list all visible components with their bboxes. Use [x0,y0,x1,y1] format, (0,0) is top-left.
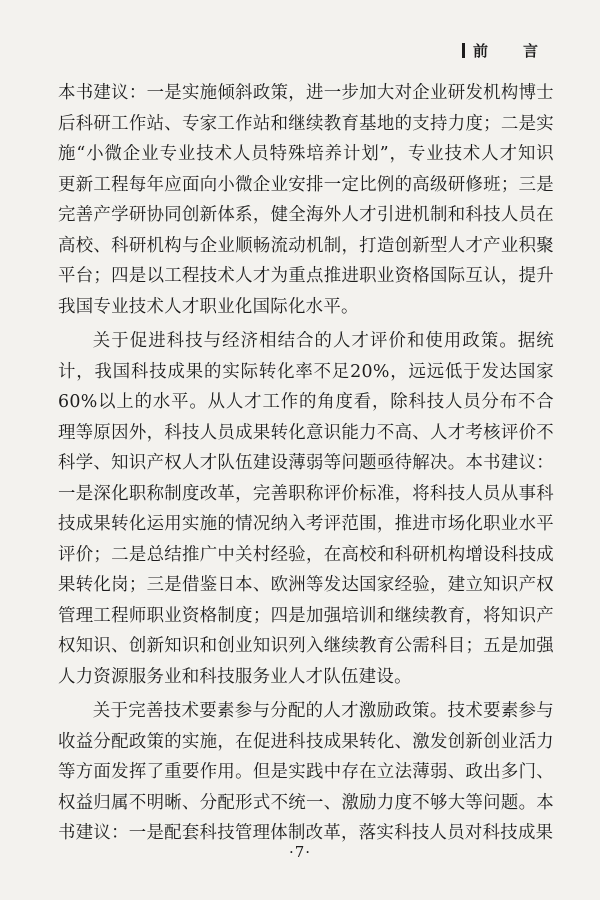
page-number: ·7· [288,843,312,861]
paragraph-continued: 本书建议：一是实施倾斜政策，进一步加大对企业研发机构博士后科研工作站、专家工作站和继续教育基地的支持力度；二是实施“小微企业专业技术人员特殊培养计划”，专业技术人才知识更新工程每年应面向小微企业安排一定比例的高级研修班；三是完善产学研协同创新体系，健全海外人才引进机制和科技人员在高校、科研机构与企业顺畅流动机制，打造创新型人才产业积聚平台；四是以工程技术人才为重点推进职业资格国际互认，提升我国专业技术人才职业化国际化水平。 [58,83,554,317]
header-rule-mark [462,43,465,58]
chapter-title: 前 言 [472,42,548,60]
paragraph-evaluation-policy: 关于促进科技与经济相结合的人才评价和使用政策。据统计，我国科技成果的实际转化率不足20%，远远低于发达国家60%以上的水平。从人才工作的角度看，除科技人员分布不合理等原因外，科技人员成果转化意识能力不高、人才考核评价不科学、知识产权人才队伍建设薄弱等问题亟待解决。本书建议：一是深化职称制度改革，完善职称评价标准，将科技人员从事科技成果转化运用实施的情况纳入考评范围，推进市场化职业水平评价；二是总结推广中关村经验，在高校和科研机构增设科技成果转化岗；三是借鉴日本、欧洲等发达国家经验，建立知识产权管理工程师职业资格制度；四是加强培训和继续教育，将知识产权知识、创新知识和创业知识列入继续教育公需科目；五是加强人力资源服务业和科技服务业人才队伍建设。 [58,331,554,687]
body-text [58,78,554,853]
paragraph-incentive-policy: 关于完善技术要素参与分配的人才激励政策。技术要素参与收益分配政策的实施，在促进科技成果转化、激发创新创业活力等方面发挥了重要作用。但是实践中存在立法薄弱、政出多门、权益归属不明晰、分配形式不统一、激励力度不够大等问题。本书建议：一是配套科技管理体制改革，落实科技人员对科技成果 [58,701,554,843]
running-header [462,40,548,61]
